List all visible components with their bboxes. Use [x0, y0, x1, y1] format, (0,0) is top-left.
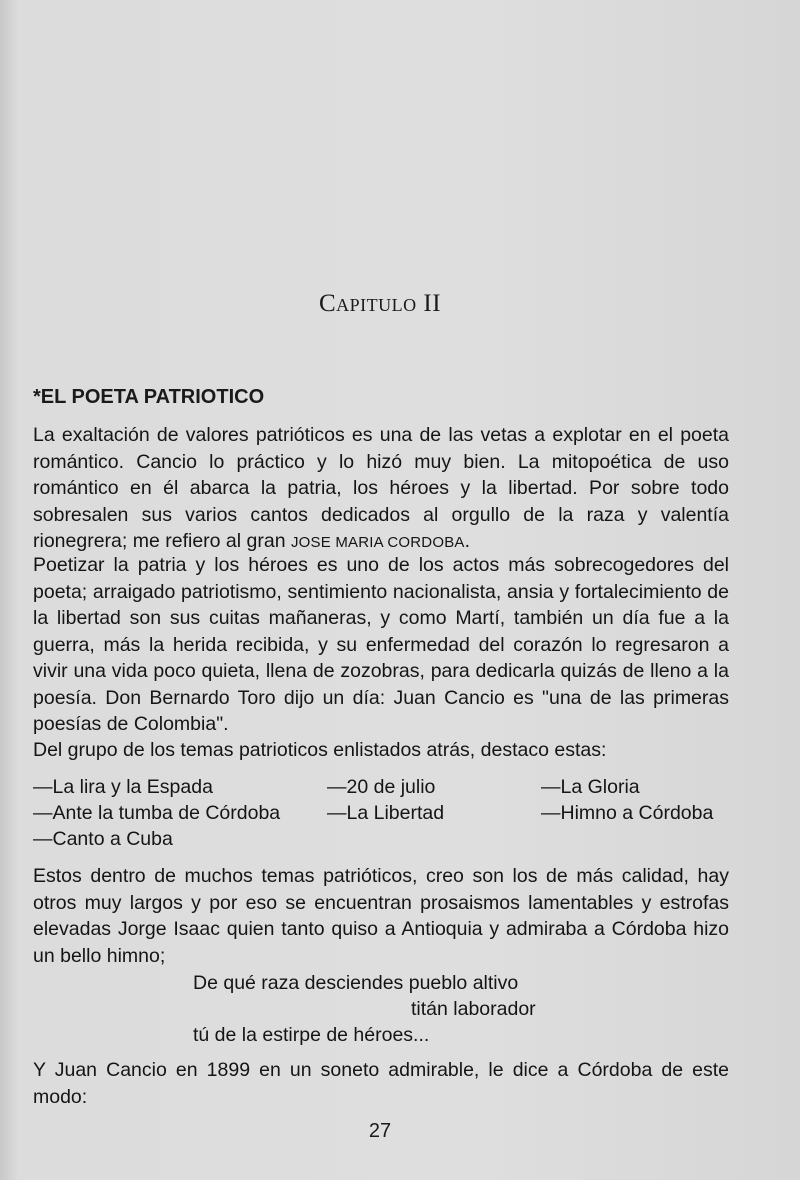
paragraph-5: Y Juan Cancio en 1899 en un soneto admirable, le dice a Córdoba de este modo: [33, 1059, 729, 1108]
poems-list-row [33, 800, 733, 826]
poem-title: —Himno a Córdoba [541, 802, 714, 824]
poems-list-row [33, 774, 733, 800]
poems-list-row [33, 826, 733, 852]
verse-line: De qué raza desciendes pueblo altivo [193, 972, 519, 994]
verse-line: tú de la estirpe de héroes... [193, 1024, 430, 1046]
section-title: *EL POETA PATRIOTICO [33, 386, 265, 408]
poem-title: —20 de julio [327, 776, 436, 798]
paragraph-4: Estos dentro de muchos temas patrióticos, creo son los de más calidad, hay otros muy largos y por eso se encuentran prosaismos lamentables y estrofas elevadas Jorge Isaac quien tanto quiso a Antioquia y admiraba a Córdoba hizo un bello himno; [33, 865, 729, 967]
poem-title: —Canto a Cuba [33, 828, 173, 850]
page-number: 27 [368, 1120, 392, 1142]
poem-title: —La Gloria [541, 776, 640, 798]
paragraph-1 [33, 422, 729, 557]
chapter-title: Capitulo II [318, 290, 442, 317]
verse-line: titán laborador [411, 998, 536, 1020]
paragraph-1-text: La exaltación de valores patrióticos es una de las vetas a explotar en el poeta romántico. Cancio lo práctico y lo hizó muy bien. La mitopoética de uso romántico en él abarca la patria, los héroes y la libertad. Por sobre todo sobresalen sus varios cantos dedicados al orgullo de la raza y valentía rionegrera; me refiero al gran [33, 424, 729, 552]
poem-title: —La Libertad [327, 802, 445, 824]
verse-quote [193, 970, 536, 1048]
poem-title: —Ante la tumba de Córdoba [33, 802, 281, 824]
hero-name: JOSE MARIA CORDOBA [290, 534, 465, 551]
paragraph-3: Del grupo de los temas patrioticos enlistados atrás, destaco estas: [33, 739, 607, 761]
paragraph-2: Poetizar la patria y los héroes es uno de los actos más sobrecogedores del poeta; arraigado patriotismo, sentimiento nacionalista, ansia y fortalecimiento de la libertad son sus cuitas mañaneras, y como Martí, también un día fue a la guerra, más la herida recibida, y su enfermedad del corazón lo regresaron a vivir una vida poco quieta, llena de zozobras, para dedicarla quizás de lleno a la poesía. Don Bernardo Toro dijo un día: Juan Cancio es "una de las primeras poesías de Colombia". [33, 554, 729, 735]
poem-title: —La lira y la Espada [33, 776, 213, 798]
paragraph-1-end: . [464, 530, 471, 552]
poems-list [33, 774, 733, 852]
